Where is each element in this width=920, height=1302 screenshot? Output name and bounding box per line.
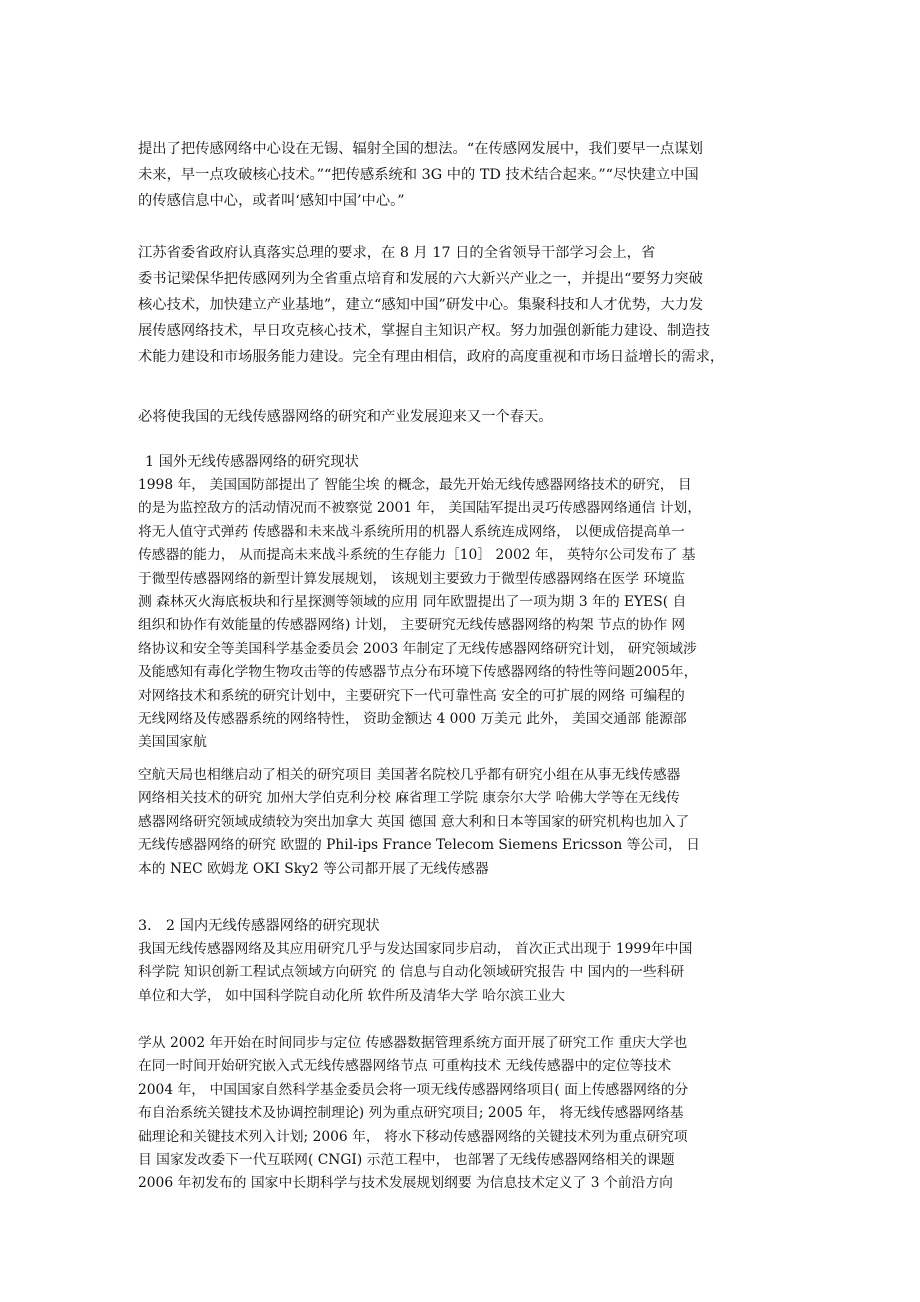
section-2-title: 3． 2 国内无线传感器网络的研究现状 xyxy=(138,918,380,934)
intro-paragraph-2: 江苏省委省政府认真落实总理的要求，在 8 月 17 日的全省领导干部学习会上，省 委书记梁保华把传感网列为全省重点培育和发展的六大新兴产业之一，并提出“要努力突破 核心技术，加快建立产业基地”，建立“感知中国”研发中心。集聚科技和人才优势，大力发 展传感网络技术，早日攻克核心技术，掌握自主知识产权。努力加强创新能力建设、制造技 术能力建设和市场服务能力建设。完全有理由相信，政府的高度重视和市场日益增长的需求， xyxy=(138,245,725,365)
section-2-body-continued: 学从 2002 年开始在时间同步与定位 传感器数据管理系统方面开展了研究工作 重庆大学也 在同一时间开始研究嵌入式无线传感器网络节点 可重构技术 无线传感器中的定位等技术 2004 年， 中国国家自然科学基金委员会将一项无线传感器网络项目( 面上传感器网络的分 布自治系统关键技术及协调控制理论) 列为重点研究项目; 2005 年， 将无线传感器网络基 础理论和关键技术列入计划; 2006 年， 将水下移动传感器网络的关键技术列为重点研究项 目 国家发改委下一代互联网( CNGI) 示范工程中， 也部署了无线传感器网络相关的课题 2006 年初发布的 国家中长期科学与技术发展规划纲要 为信息技术定义了 3 个前沿方向 xyxy=(138,1035,689,1192)
section-2-body: 我国无线传感器网络及其应用研究几乎与发达国家同步启动， 首次正式出现于 1999年中国 科学院 知识创新工程试点领域方向研究 的 信息与自动化领域研究报告 中 国内的一些科研 单位和大学， 如中国科学院自动化所 软件所及清华大学 哈尔滨工业大 xyxy=(138,941,693,1004)
intro-section xyxy=(138,110,798,456)
section-1-body-continued: 空航天局也相继启动了相关的研究项目 美国著名院校几乎都有研究小组在从事无线传感器 网络相关技术的研究 加州大学伯克利分校 麻省理工学院 康奈尔大学 哈佛大学等在无线传 感器网络研究领域成绩较为突出加拿大 英国 德国 意大利和日本等国家的研究机构也加入了 无线传感器网络的研究 欧盟的 Phil-ips France Telecom Siemens Ericsson 等公司， 日 本的 NEC 欧姆龙 OKI Sky2 等公司都开展了无线传感器 xyxy=(138,767,700,877)
section-1-title: 1 国外无线传感器网络的研究现状 xyxy=(145,454,359,470)
intro-paragraph-1: 提出了把传感网络中心设在无锡、辐射全国的想法。“在传感网发展中，我们要早一点谋划 未来，早一点攻破核心技术。”“把传感系统和 3G 中的 TD 技术结合起来。”“尽快建立中国 的传感信息中心，或者叫‘感知中国’中心。” xyxy=(138,141,703,209)
section-1-body: 1998 年， 美国国防部提出了 智能尘埃 的概念，最先开始无线传感器网络技术的研究， 目 的是为监控敌方的活动情况而不被察觉 2001 年， 美国陆军提出灵巧传感器网络通信 计划， 将无人值守式弹药 传感器和未来战斗系统所用的机器人系统连成网络， 以便成倍提高单一 传感器的能力， 从而提高未来战斗系统的生存能力［10］ 2002 年， 英特尔公司发布了 基 于微型传感器网络的新型计算发展规划， 该规划主要致力于微型传感器网络在医学 环境监 测 森林灭火海底板块和行星探测等领域的应用 同年欧盟提出了一项为期 3 年的 EYES( 自 组织和协作有效能量的传感器网络) 计划， 主要研究无线传感器网络的构架 节点的协作 网 络协议和安全等美国科学基金委员会 2003 年制定了无线传感器网络研究计划， 研究领域涉 及能感知有毒化学物生物攻击等的传感器节点分布环境下传感器网络的特性等问题2005年， 对网络技术和系统的研究计划中，主要研究下一代可靠性高 安全的可扩展的网络 可编程的 无线网络及传感器系统的网络特性， 资助金额达 4 000 万美元 此外， 美国交通部 能源部 美国国家航 xyxy=(138,477,702,751)
intro-paragraph-3: 必将使我国的无线传感器网络的研究和产业发展迎来又一个春天。 xyxy=(138,409,553,425)
